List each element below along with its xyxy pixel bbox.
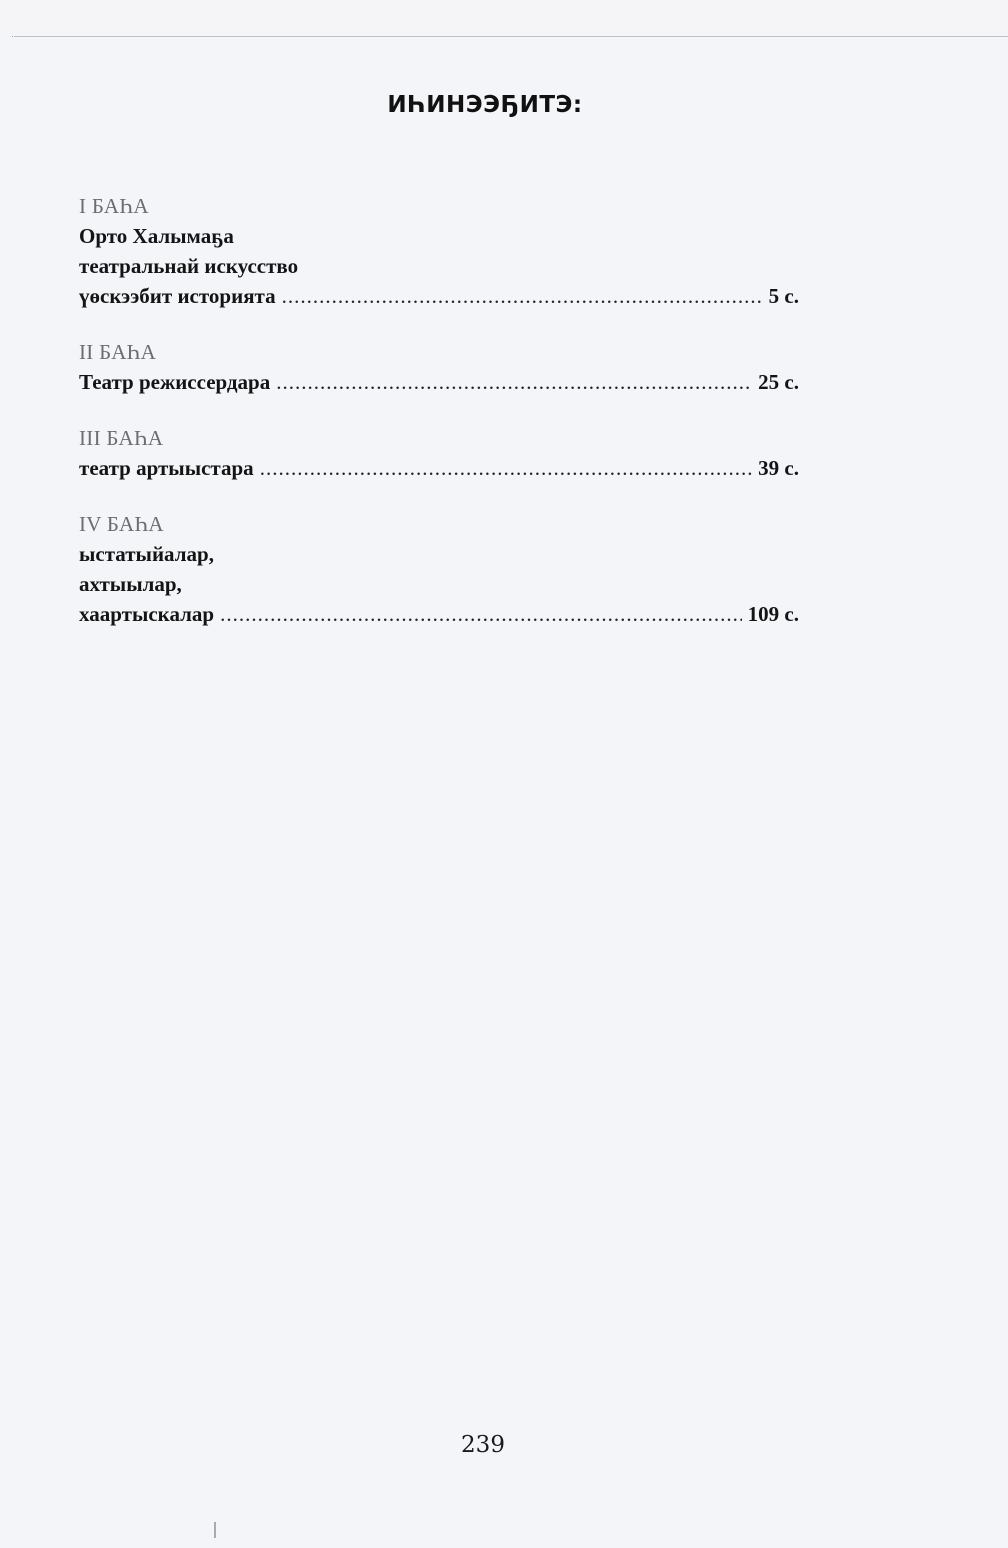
toc-section-2 bbox=[79, 337, 799, 397]
table-of-contents bbox=[79, 191, 799, 655]
toc-section-3 bbox=[79, 423, 799, 483]
contents-heading: ИҺИНЭЭҔИТЭ: bbox=[387, 92, 583, 118]
chapter-label: IV БАҺА bbox=[79, 512, 164, 536]
scan-bottom-mark bbox=[214, 1522, 216, 1538]
chapter-title-line: театральнай искусство bbox=[79, 254, 299, 278]
chapter-title-line: Орто Халымаҕа bbox=[79, 224, 234, 248]
toc-page-ref: 5 с. bbox=[768, 284, 799, 308]
dot-leader bbox=[282, 281, 763, 311]
toc-entry-title: Театр режиссердара bbox=[79, 370, 271, 394]
chapter-label: II БАҺА bbox=[79, 340, 157, 364]
toc-entry[interactable] bbox=[79, 281, 799, 311]
chapter-title-line: ыстатыйалар, bbox=[79, 542, 214, 566]
chapter-label: III БАҺА bbox=[79, 426, 164, 450]
toc-section-1 bbox=[79, 191, 799, 311]
dot-leader bbox=[220, 599, 742, 629]
page-number: 239 bbox=[461, 1432, 505, 1458]
toc-section-4 bbox=[79, 509, 799, 629]
toc-entry[interactable] bbox=[79, 367, 799, 397]
toc-entry-title: хаартыскалар bbox=[79, 602, 215, 626]
toc-page-ref: 25 с. bbox=[758, 370, 799, 394]
toc-entry-title: үөскээбит историята bbox=[79, 284, 276, 308]
scan-top-margin bbox=[0, 0, 1008, 36]
toc-page-ref: 39 с. bbox=[758, 456, 799, 480]
dot-leader bbox=[260, 453, 752, 483]
toc-entry[interactable] bbox=[79, 599, 799, 629]
toc-entry-title: театр артыыстара bbox=[79, 456, 254, 480]
toc-entry[interactable] bbox=[79, 453, 799, 483]
chapter-label: I БАҺА bbox=[79, 194, 149, 218]
toc-page-ref: 109 с. bbox=[747, 602, 799, 626]
dot-leader bbox=[276, 367, 752, 397]
chapter-title-line: ахтыылар, bbox=[79, 572, 182, 596]
